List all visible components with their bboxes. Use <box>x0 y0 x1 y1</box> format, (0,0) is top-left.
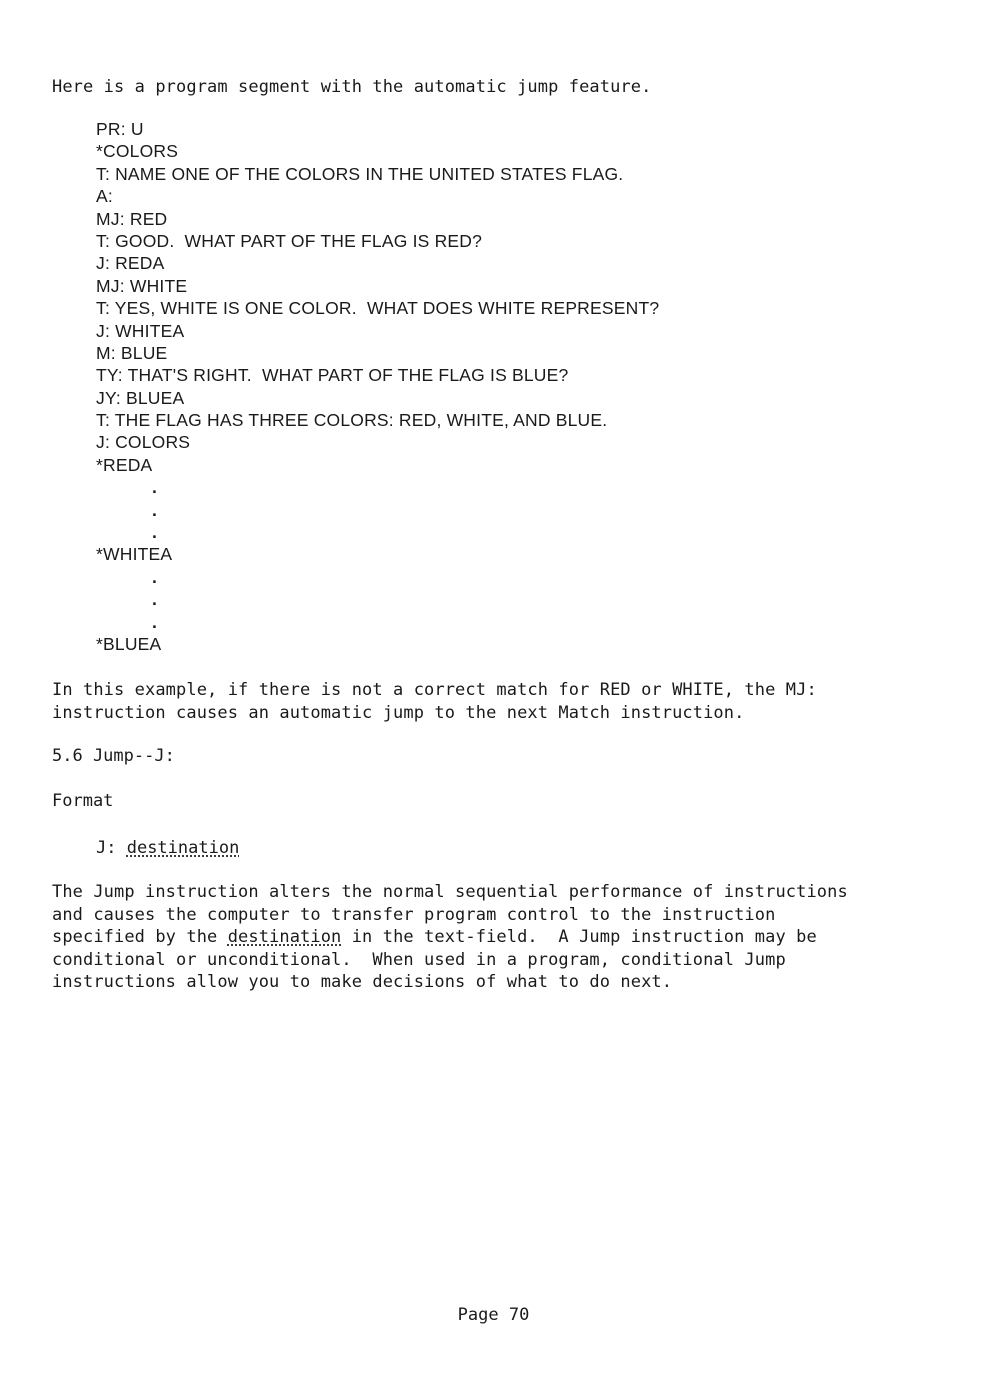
format-param: destination <box>126 838 240 858</box>
ellipsis-dot: . <box>152 589 158 610</box>
code-line: J: REDA <box>96 253 165 274</box>
description-line: The Jump instruction alters the normal sequential performance of instructions <box>52 882 848 902</box>
intro-text: Here is a program segment with the automatic jump feature. <box>52 77 652 97</box>
code-line: J: WHITEA <box>96 320 185 341</box>
format-label: Format <box>52 791 114 811</box>
description-paragraph <box>52 881 848 994</box>
section-heading: 5.6 Jump--J: <box>52 746 175 766</box>
description-line: instructions allow you to make decisions of what to do next. <box>52 972 673 992</box>
code-line: M: BLUE <box>96 342 168 363</box>
page-number: Page 70 <box>457 1305 530 1325</box>
code-line: MJ: WHITE <box>96 275 188 296</box>
code-line: J: COLORS <box>96 432 191 453</box>
description-line: in the text-field. A Jump instruction may be <box>341 927 817 947</box>
description-param: destination <box>227 927 342 947</box>
ellipsis-dot: . <box>152 566 158 587</box>
explanation-line: instruction causes an automatic jump to the next Match instruction. <box>52 702 745 723</box>
explanation-paragraph <box>52 679 817 724</box>
code-line: T: NAME ONE OF THE COLORS IN THE UNITED STATES FLAG. <box>96 163 624 184</box>
code-label-bluea: *BLUEA <box>96 633 162 654</box>
ellipsis-dot: . <box>152 522 158 543</box>
explanation-line: In this example, if there is not a correct match for RED or WHITE, the MJ: <box>52 680 817 700</box>
ellipsis-dot: . <box>152 499 158 520</box>
code-line: JY: BLUEA <box>96 387 185 408</box>
code-line: PR: U <box>96 119 144 139</box>
code-line: TY: THAT'S RIGHT. WHAT PART OF THE FLAG IS BLUE? <box>96 365 569 386</box>
description-line: specified by the <box>52 927 228 947</box>
ellipsis-dot: . <box>152 477 158 498</box>
code-line: MJ: RED <box>96 208 168 229</box>
ellipsis-dot: . <box>152 611 158 632</box>
format-example <box>96 838 239 858</box>
code-line: T: YES, WHITE IS ONE COLOR. WHAT DOES WHITE REPRESENT? <box>96 298 660 319</box>
code-listing <box>96 118 659 655</box>
code-line: *COLORS <box>96 141 179 162</box>
code-line: *REDA <box>96 454 153 475</box>
code-line: T: GOOD. WHAT PART OF THE FLAG IS RED? <box>96 230 483 251</box>
code-line: A: <box>96 186 113 207</box>
format-prefix: J: <box>96 838 127 858</box>
code-label-whitea: *WHITEA <box>96 544 173 565</box>
description-line: and causes the computer to transfer program control to the instruction <box>52 904 776 925</box>
code-line: T: THE FLAG HAS THREE COLORS: RED, WHITE, AND BLUE. <box>96 410 608 431</box>
description-line: conditional or unconditional. When used in a program, conditional Jump <box>52 949 786 970</box>
